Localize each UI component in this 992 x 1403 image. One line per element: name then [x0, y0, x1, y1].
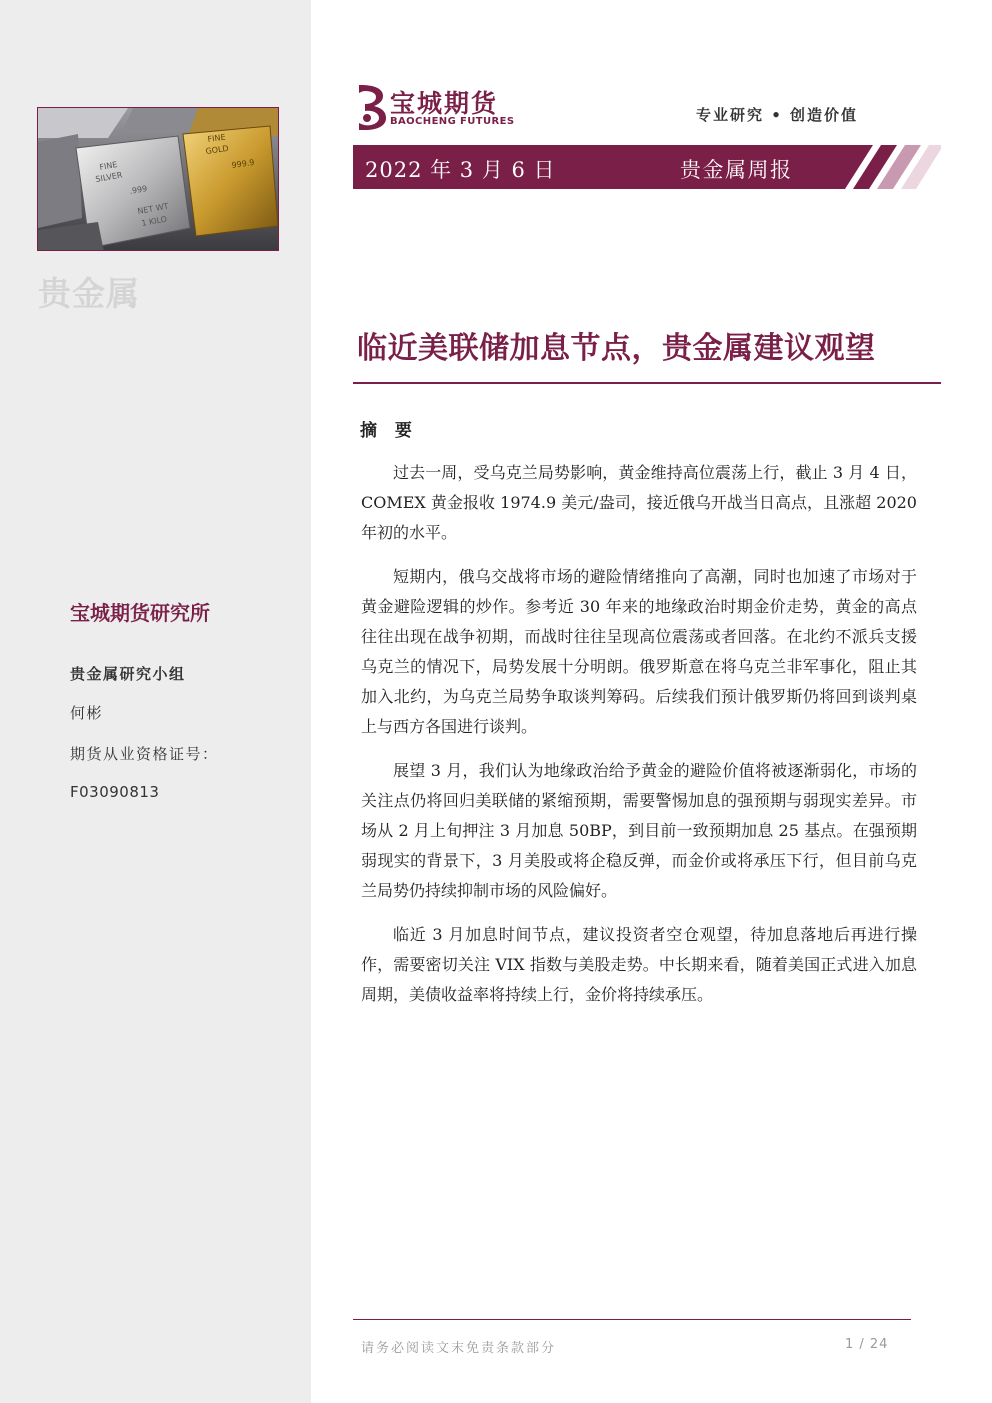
gold-bar-text: FINE — [207, 132, 227, 144]
cert-number: F03090813 — [70, 783, 160, 801]
abstract-paragraph: 短期内，俄乌交战将市场的避险情绪推向了高潮，同时也加速了市场对于黄金避险逻辑的炒作。参考近 30 年来的地缘政治时期金价走势，黄金的高点往往出现在战争初期，而战时往往呈现高位震荡或者回落。在北约不派兵支援乌克兰的情况下，局势发展十分明朗。俄罗斯意在将乌克兰非军事化，阻止其加入北约，为乌克兰局势争取谈判筹码。后续我们预计俄罗斯仍将回到谈判桌上与西方各国进行谈判。 — [361, 567, 917, 736]
silver-bar-text: 1 KILO — [140, 214, 168, 228]
page-number: 1 / 24 — [845, 1337, 889, 1352]
silver-bar-text: SILVER — [94, 170, 124, 184]
abstract-heading: 摘 要 — [360, 421, 418, 441]
report-type: 贵金属周报 — [680, 158, 793, 182]
silver-bar-text: NET WT — [136, 201, 170, 216]
gold-bar-text: 999.9 — [231, 157, 255, 170]
gold-bar — [183, 126, 278, 236]
cert-label: 期货从业资格证号： — [70, 745, 219, 763]
report-headline: 临近美联储加息节点，贵金属建议观望 — [357, 331, 876, 366]
logo-text: 宝城期货 — [390, 89, 499, 118]
footer-divider — [353, 1319, 911, 1320]
footer-disclaimer: 请务必阅读文末免责条款部分 — [361, 1341, 557, 1356]
abstract-paragraph: 过去一周，受乌克兰局势影响，黄金维持高位震荡上行，截止 3 月 4 日，COMEX 黄金报收 1974.9 美元/盎司，接近俄乌开战当日高点，且涨超 2020 年初的水平。 — [361, 463, 917, 542]
research-team: 贵金属研究小组 — [70, 665, 186, 683]
logo-english: BAOCHENG FUTURES — [390, 116, 515, 127]
slogan: 专业研究 • 创造价值 — [696, 106, 859, 124]
precious-metal-bars-image — [37, 107, 279, 251]
abstract-body — [361, 458, 917, 1024]
abstract-paragraph: 临近 3 月加息时间节点，建议投资者空仓观望，待加息落地后再进行操作，需要密切关注 VIX 指数与美股走势。中长期来看，随着美国正式进入加息周期，美债收益率将持续上行，金价将持续承压。 — [361, 925, 917, 1004]
institute-name: 宝城期货研究所 — [70, 601, 210, 625]
sector-label: 贵金属 — [38, 274, 140, 313]
headline-divider — [353, 382, 941, 384]
gold-bar-text: GOLD — [205, 143, 230, 156]
silver-bar-text: FINE — [98, 159, 119, 172]
analyst-name: 何彬 — [70, 704, 104, 722]
abstract-paragraph: 展望 3 月，我们认为地缘政治给予黄金的避险价值将被逐渐弱化，市场的关注点仍将回归美联储的紧缩预期，需要警惕加息的强预期与弱现实差异。市场从 2 月上旬押注 3 月加息 50BP，到目前一致预期加息 25 基点。在强预期弱现实的背景下，3 月美股或将企稳反弹，而金价或将承压下行，但目前乌克兰局势仍持续抑制市场的风险偏好。 — [361, 761, 917, 900]
report-date: 2022 年 3 月 6 日 — [365, 158, 556, 182]
silver-bar-text: .999 — [128, 184, 148, 196]
